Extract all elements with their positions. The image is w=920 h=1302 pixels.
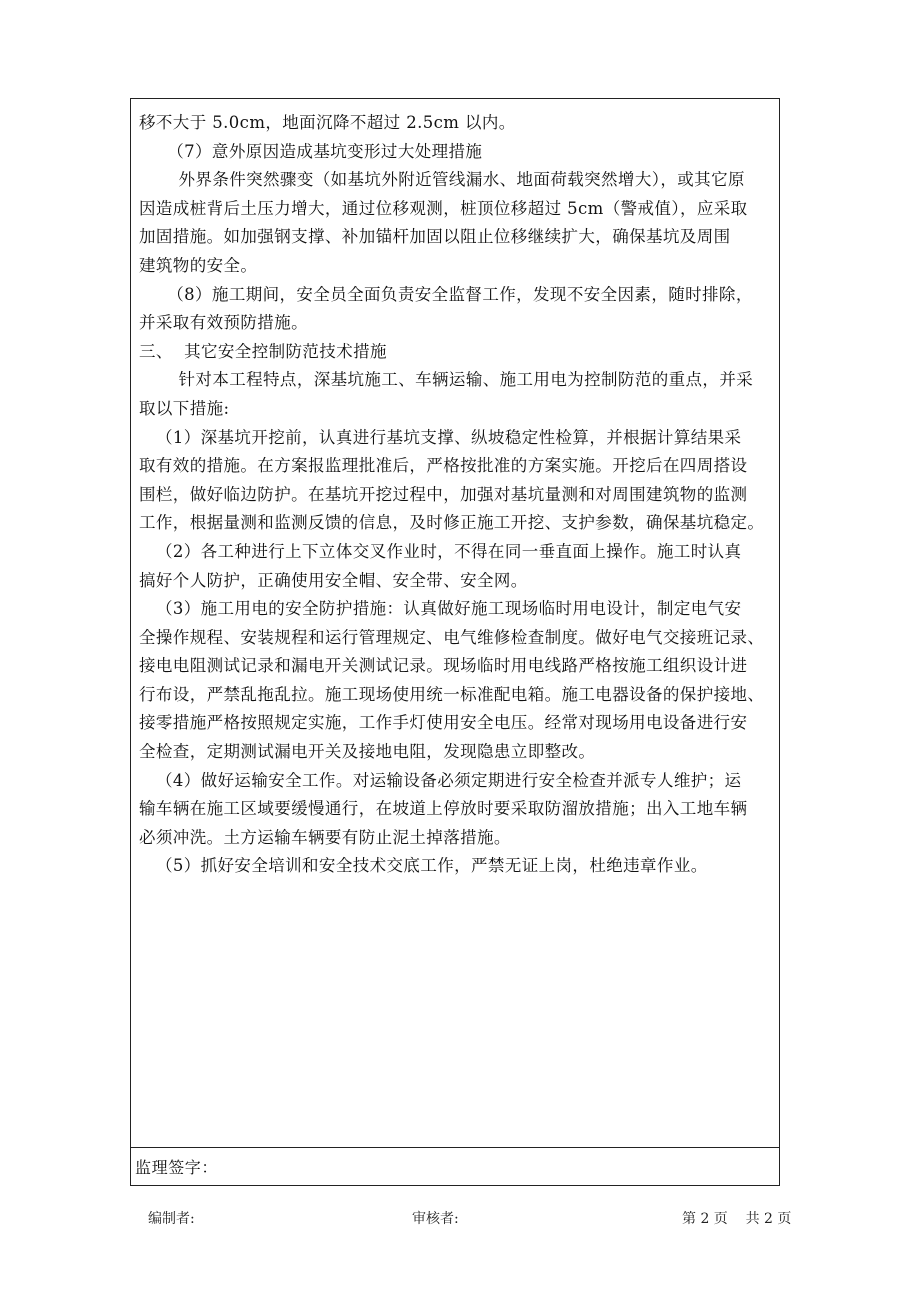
text-line: （7）意外原因造成基坑变形过大处理措施 (139, 141, 483, 161)
supervisor-signature-label: 监理签字： (135, 1158, 219, 1177)
text-line: 搞好个人防护，正确使用安全帽、安全带、安全网。 (139, 570, 528, 590)
text-line: 加固措施。如加强钢支撑、补加锚杆加固以阻止位移继续扩大，确保基坑及周围 (139, 227, 731, 247)
text-line: 接零措施严格按照规定实施，工作手灯使用安全电压。经常对现场用电设备进行安 (139, 713, 748, 733)
text-line: 并采取有效预防措施。 (139, 313, 308, 333)
text-line: 取有效的措施。在方案报监理批准后，严格按批准的方案实施。开挖后在四周搭设 (139, 456, 748, 476)
text-line: 接电电阻测试记录和漏电开关测试记录。现场临时用电线路严格按施工组织设计进 (139, 656, 748, 676)
document-frame (130, 98, 780, 1186)
text-line: 针对本工程特点，深基坑施工、车辆运输、施工用电为控制防范的重点，并采 (139, 370, 754, 390)
text-line: 取以下措施: (139, 398, 230, 418)
text-line: 因造成桩背后土压力增大，通过位移观测，桩顶位移超过 5cm（警戒值），应采取 (139, 198, 748, 218)
text-line: 全操作规程、安装规程和运行管理规定、电气维修检查制度。做好电气交接班记录、 (139, 627, 765, 647)
text-line: 必须冲洗。土方运输车辆要有防止泥土掉落措施。 (139, 827, 511, 847)
compiler-label: 编制者: (148, 1211, 195, 1227)
reviewer-label: 审核者: (412, 1211, 459, 1227)
body-text (139, 109, 773, 881)
page-number: 第 2 页 共 2 页 (682, 1211, 792, 1227)
text-line: 建筑物的安全。 (139, 255, 258, 275)
text-line: 工作，根据量测和监测反馈的信息，及时修正施工开挖、支护参数，确保基坑稳定。 (139, 513, 765, 533)
text-line: 全检查，定期测试漏电开关及接地电阻，发现隐患立即整改。 (139, 742, 596, 762)
text-line: 输车辆在施工区域要缓慢通行，在坡道上停放时要采取防溜放措施；出入工地车辆 (139, 799, 748, 819)
signature-divider (131, 1147, 779, 1148)
text-line: （2）各工种进行上下立体交叉作业时，不得在同一垂直面上操作。施工时认真 (139, 541, 742, 561)
text-line: 围栏，做好临边防护。在基坑开挖过程中，加强对基坑量测和对周围建筑物的监测 (139, 484, 748, 504)
text-line: （8）施工期间，安全员全面负责安全监督工作，发现不安全因素，随时排除， (139, 284, 753, 304)
text-line: （5）抓好安全培训和安全技术交底工作，严禁无证上岗，杜绝违章作业。 (139, 856, 708, 876)
text-line: 行布设，严禁乱拖乱拉。施工现场使用统一标准配电箱。施工电器设备的保护接地、 (139, 684, 765, 704)
text-line: 外界条件突然骤变（如基坑外附近管线漏水、地面荷载突然增大），或其它原 (139, 170, 745, 190)
text-line: （4）做好运输安全工作。对运输设备必须定期进行安全检查并派专人维护；运 (139, 770, 742, 790)
text-line: （3）施工用电的安全防护措施：认真做好施工现场临时用电设计，制定电气安 (139, 599, 742, 619)
text-line: （1）深基坑开挖前，认真进行基坑支撑、纵坡稳定性检算，并根据计算结果采 (139, 427, 742, 447)
text-line: 移不大于 5.0cm，地面沉降不超过 2.5cm 以内。 (139, 113, 516, 132)
section-heading: 三、 其它安全控制防范技术措施 (139, 341, 387, 361)
